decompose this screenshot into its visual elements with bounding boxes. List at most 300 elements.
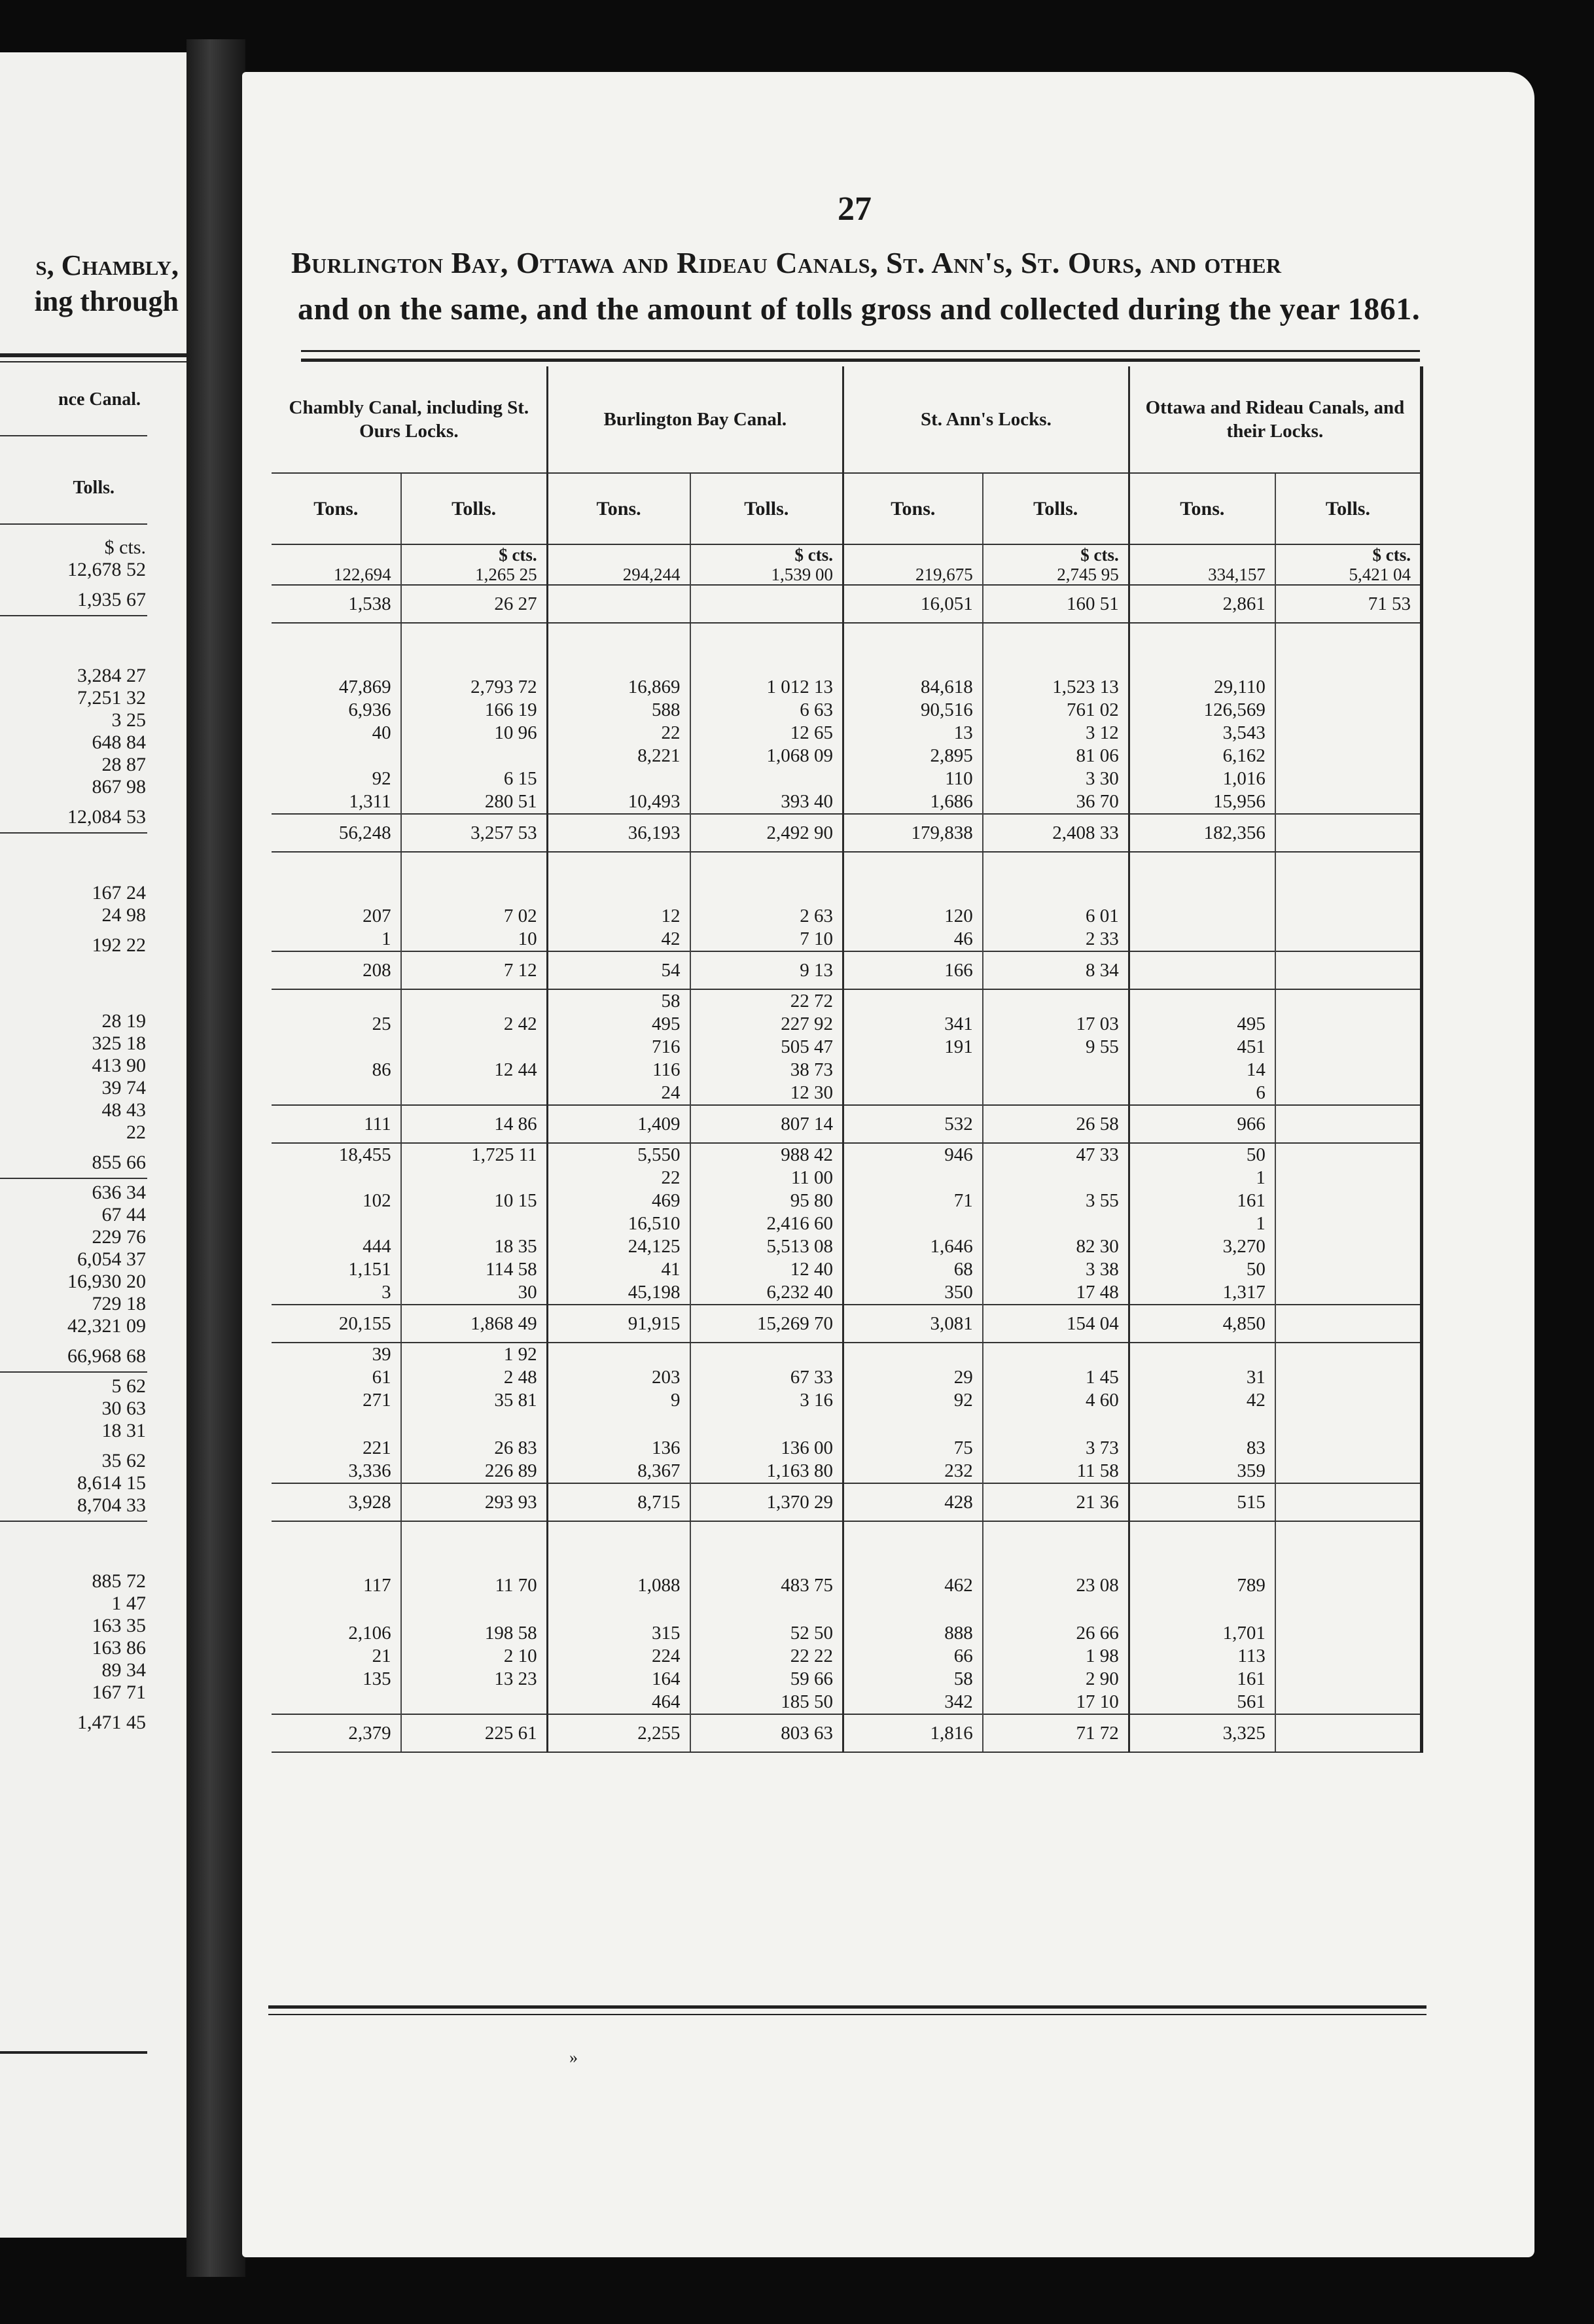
cell-ottawa-tolls <box>1275 1305 1422 1343</box>
table-total-row <box>272 1714 1422 1752</box>
cell-ottawa-tons: 29,110 <box>1129 676 1275 699</box>
left-toll-value: 30 63 <box>101 1398 146 1419</box>
cell-st-anns-tons: 58 <box>843 1668 983 1691</box>
cell-ottawa-tons <box>1129 1343 1275 1366</box>
cell-chambly-tolls: 10 <box>401 928 548 951</box>
table-row <box>272 1691 1422 1714</box>
book-gutter <box>186 39 245 2277</box>
currency-label: $ cts. <box>499 545 537 565</box>
cell-chambly-tons: 1,538 <box>272 585 401 623</box>
left-toll-value: 1 47 <box>111 1593 146 1614</box>
cell-chambly-tolls <box>401 544 548 585</box>
left-header-rule <box>0 435 147 436</box>
cell-chambly-tolls: 13 23 <box>401 1668 548 1691</box>
left-toll-value: 28 87 <box>101 754 146 775</box>
table-row <box>272 1622 1422 1645</box>
cell-burlington-tons: 91,915 <box>547 1305 690 1343</box>
cell-value: 1,539 00 <box>771 565 834 584</box>
cell-burlington-tolls: 505 47 <box>690 1036 843 1059</box>
cell-st-anns-tons: 219,675 <box>843 544 983 585</box>
cell-chambly-tolls: 293 93 <box>401 1483 548 1521</box>
left-toll-value: 39 74 <box>101 1077 146 1099</box>
table-row <box>272 699 1422 722</box>
cell-ottawa-tons: 334,157 <box>1129 544 1275 585</box>
left-toll-value: 192 22 <box>92 934 146 956</box>
cell-burlington-tons: 54 <box>547 951 690 989</box>
cell-burlington-tolls: 393 40 <box>690 790 843 814</box>
cell-st-anns-tolls: 2 33 <box>983 928 1129 951</box>
table-row <box>272 722 1422 745</box>
cell-burlington-tolls: 67 33 <box>690 1366 843 1389</box>
cell-st-anns-tolls: 160 51 <box>983 585 1129 623</box>
cell-burlington-tons: 224 <box>547 1645 690 1668</box>
cell-st-anns-tons: 92 <box>843 1389 983 1412</box>
left-toll-value: 325 18 <box>92 1032 146 1054</box>
cell-chambly-tons: 20,155 <box>272 1305 401 1343</box>
cell-burlington-tolls: 1,370 29 <box>690 1483 843 1521</box>
table-row <box>272 1574 1422 1597</box>
subheader-tons: Tons. <box>272 473 401 544</box>
table-row <box>272 1235 1422 1258</box>
cell-ottawa-tons: 2,861 <box>1129 585 1275 623</box>
cell-st-anns-tolls <box>983 1412 1129 1437</box>
cell-ottawa-tolls <box>1275 1622 1422 1645</box>
cell-st-anns-tolls: 154 04 <box>983 1305 1129 1343</box>
cell-burlington-tons: 203 <box>547 1366 690 1389</box>
cell-burlington-tons <box>547 767 690 790</box>
cell-st-anns-tolls <box>983 1212 1129 1235</box>
cell-chambly-tolls: 11 70 <box>401 1574 548 1597</box>
cell-chambly-tolls: 2 42 <box>401 1013 548 1036</box>
table-row <box>272 1437 1422 1460</box>
cell-burlington-tons: 22 <box>547 722 690 745</box>
table-body <box>272 544 1422 1752</box>
cell-chambly-tons: 92 <box>372 768 391 789</box>
cell-st-anns-tons: 2,895 <box>843 745 983 767</box>
cell-chambly-tolls: 3,257 53 <box>401 814 548 852</box>
cell-chambly-tolls <box>401 1167 548 1189</box>
cell-burlington-tons: 164 <box>547 1668 690 1691</box>
cell-ottawa-tolls: 71 53 <box>1275 585 1422 623</box>
cell-ottawa-tolls <box>1275 1389 1422 1412</box>
cell-ottawa-tons: 6 <box>1129 1082 1275 1105</box>
cell-chambly-tons <box>272 1521 401 1574</box>
left-toll-value: 89 34 <box>101 1659 146 1681</box>
left-total-rule <box>0 832 147 834</box>
cell-burlington-tons <box>547 852 690 905</box>
cell-chambly-tolls <box>401 623 548 676</box>
cell-burlington-tons <box>547 1597 690 1622</box>
cell-st-anns-tons <box>843 1167 983 1189</box>
cell-ottawa-tolls <box>1275 1645 1422 1668</box>
cell-burlington-tons: 9 <box>547 1389 690 1412</box>
cell-burlington-tons: 16,510 <box>547 1212 690 1235</box>
group-header-chambly: Chambly Canal, including St. Ours Locks. <box>272 366 547 473</box>
printer-mark: » <box>569 2048 578 2067</box>
cell-chambly-tolls: 226 89 <box>401 1460 548 1483</box>
cell-burlington-tons: 24,125 <box>547 1235 690 1258</box>
left-toll-value: 885 72 <box>92 1570 146 1592</box>
cell-burlington-tolls: 9 13 <box>690 951 843 989</box>
cell-burlington-tons: 58 <box>547 989 690 1013</box>
cell-st-anns-tolls: 23 08 <box>983 1574 1129 1597</box>
cell-burlington-tons: 469 <box>547 1189 690 1212</box>
cell-ottawa-tolls <box>1275 1036 1422 1059</box>
cell-chambly-tons <box>272 1212 401 1235</box>
subheader-tolls: Tolls. <box>1275 473 1422 544</box>
cell-ottawa-tolls <box>1275 814 1422 852</box>
cell-ottawa-tons: 359 <box>1129 1460 1275 1483</box>
left-title-fragment-1: s, Chambly, <box>35 249 179 281</box>
cell-ottawa-tons: 1 <box>1129 1212 1275 1235</box>
table-row <box>272 745 1422 767</box>
cell-ottawa-tons: 14 <box>1129 1059 1275 1082</box>
cell-chambly-tons: 208 <box>272 951 401 989</box>
cell-st-anns-tolls: 36 70 <box>983 790 1129 814</box>
cell-ottawa-tons: 1 <box>1129 1167 1275 1189</box>
cell-burlington-tons: 136 <box>547 1437 690 1460</box>
cell-burlington-tolls: 2,492 90 <box>690 814 843 852</box>
left-page-fragment <box>0 52 186 2238</box>
table-row <box>272 928 1422 951</box>
cell-st-anns-tolls: 1 45 <box>983 1366 1129 1389</box>
cell-chambly-tons <box>272 989 401 1013</box>
table-row <box>272 989 1422 1013</box>
cell-st-anns-tons <box>843 852 983 905</box>
cell-st-anns-tolls: 17 03 <box>983 1013 1129 1036</box>
left-toll-value: 729 18 <box>92 1293 146 1314</box>
cell-chambly-tolls: 12 44 <box>401 1059 548 1082</box>
cell-chambly-tolls: 14 86 <box>401 1105 548 1143</box>
cell-value: 1,265 25 <box>475 565 537 584</box>
cell-burlington-tolls: 6,232 40 <box>690 1281 843 1305</box>
cell-burlington-tolls: 2,416 60 <box>690 1212 843 1235</box>
cell-burlington-tons <box>547 1521 690 1574</box>
left-toll-value: 42,321 09 <box>67 1315 146 1337</box>
cell-ottawa-tolls <box>1275 852 1422 905</box>
cell-ottawa-tons: 182,356 <box>1129 814 1275 852</box>
cell-chambly-tolls <box>401 989 548 1013</box>
cell-st-anns-tons: 350 <box>843 1281 983 1305</box>
cell-chambly-tolls: 10 96 <box>401 722 548 745</box>
left-toll-value: 22 <box>126 1121 146 1143</box>
cell-chambly-tolls <box>401 1082 548 1105</box>
canal-statistics-table <box>272 366 1423 1753</box>
table-row <box>272 790 1422 814</box>
cell-chambly-tons: 1,311 <box>349 791 391 812</box>
table-row <box>272 1059 1422 1082</box>
cell-st-anns-tolls: 3 12 <box>983 722 1129 745</box>
cell-chambly-tons: 444 <box>363 1236 391 1257</box>
cell-st-anns-tolls: 26 58 <box>983 1105 1129 1143</box>
cell-burlington-tons: 41 <box>547 1258 690 1281</box>
cell-ottawa-tolls <box>1275 951 1422 989</box>
cell-st-anns-tons: 532 <box>843 1105 983 1143</box>
cell-ottawa-tolls <box>1275 1460 1422 1483</box>
table-total-row <box>272 1105 1422 1143</box>
cell-ottawa-tons <box>1129 623 1275 676</box>
cell-chambly-tons: 117 <box>363 1575 391 1596</box>
cell-ottawa-tolls <box>1275 1235 1422 1258</box>
cell-chambly-tons: 3,336 <box>348 1460 391 1481</box>
cell-chambly-tolls <box>401 1691 548 1714</box>
table-row <box>272 1013 1422 1036</box>
cell-chambly-tons: 2,379 <box>272 1714 401 1752</box>
cell-st-anns-tolls <box>983 1343 1129 1366</box>
cell-st-anns-tons: 46 <box>843 928 983 951</box>
cell-st-anns-tons: 66 <box>843 1645 983 1668</box>
table-row <box>272 1189 1422 1212</box>
cell-ottawa-tolls <box>1275 905 1422 928</box>
cell-ottawa-tolls <box>1275 745 1422 767</box>
cell-st-anns-tons <box>843 1597 983 1622</box>
cell-burlington-tolls: 6 63 <box>690 699 843 722</box>
cell-ottawa-tolls <box>1275 623 1422 676</box>
cell-st-anns-tons: 110 <box>843 767 983 790</box>
left-toll-value: 229 76 <box>92 1226 146 1248</box>
cell-chambly-tons <box>272 1082 401 1105</box>
cell-burlington-tolls: 38 73 <box>690 1059 843 1082</box>
table-row <box>272 1389 1422 1412</box>
left-toll-value: 1,935 67 <box>77 589 146 610</box>
cell-chambly-tons: 3 <box>381 1282 391 1303</box>
cell-st-anns-tolls: 82 30 <box>983 1235 1129 1258</box>
cell-st-anns-tolls <box>983 852 1129 905</box>
cell-ottawa-tolls <box>1275 722 1422 745</box>
cell-burlington-tolls: 52 50 <box>690 1622 843 1645</box>
currency-label: $ cts. <box>1080 545 1119 565</box>
cell-chambly-tolls: 2,793 72 <box>401 676 548 699</box>
cell-burlington-tolls: 15,269 70 <box>690 1305 843 1343</box>
currency-label: $ cts. <box>1372 545 1411 565</box>
cell-st-anns-tons: 16,051 <box>843 585 983 623</box>
cell-ottawa-tolls <box>1275 1366 1422 1389</box>
cell-ottawa-tolls <box>1275 1483 1422 1521</box>
cell-st-anns-tons: 946 <box>843 1143 983 1167</box>
left-toll-value: 24 98 <box>101 904 146 926</box>
cell-burlington-tolls <box>690 544 843 585</box>
cell-burlington-tons: 464 <box>547 1691 690 1714</box>
cell-ottawa-tons <box>1129 1412 1275 1437</box>
left-toll-value: 7,251 32 <box>77 687 146 709</box>
cell-burlington-tons: 36,193 <box>547 814 690 852</box>
cell-burlington-tolls <box>690 1412 843 1437</box>
page-number: 27 <box>838 190 872 228</box>
left-subheader-rule <box>0 523 147 525</box>
left-toll-value: 35 62 <box>101 1450 146 1471</box>
cell-chambly-tons: 25 <box>372 1013 391 1034</box>
table-total-row <box>272 585 1422 623</box>
cell-st-anns-tons: 90,516 <box>843 699 983 722</box>
cell-st-anns-tolls <box>983 623 1129 676</box>
cell-ottawa-tons: 495 <box>1129 1013 1275 1036</box>
cell-ottawa-tons: 42 <box>1129 1389 1275 1412</box>
left-total-rule <box>0 615 147 616</box>
left-toll-value: 636 34 <box>92 1182 146 1203</box>
cell-ottawa-tolls <box>1275 1105 1422 1143</box>
cell-st-anns-tons: 1,816 <box>843 1714 983 1752</box>
table-row <box>272 1036 1422 1059</box>
cell-ottawa-tons: 6,162 <box>1129 745 1275 767</box>
left-toll-value: 66,968 68 <box>67 1345 146 1367</box>
cell-burlington-tolls: 59 66 <box>690 1668 843 1691</box>
cell-chambly-tons <box>272 852 401 905</box>
cell-st-anns-tolls: 17 48 <box>983 1281 1129 1305</box>
left-toll-value: 167 71 <box>92 1681 146 1703</box>
table-row <box>272 767 1422 790</box>
cell-burlington-tolls: 2 63 <box>690 905 843 928</box>
cell-ottawa-tolls <box>1275 767 1422 790</box>
left-toll-value: $ cts. <box>104 537 146 558</box>
cell-chambly-tolls: 1,868 49 <box>401 1305 548 1343</box>
cell-st-anns-tons <box>843 1212 983 1235</box>
table-total-row <box>272 814 1422 852</box>
left-toll-value: 48 43 <box>101 1099 146 1121</box>
cell-chambly-tolls: 26 27 <box>401 585 548 623</box>
cell-ottawa-tolls <box>1275 989 1422 1013</box>
left-toll-value: 867 98 <box>92 776 146 798</box>
cell-burlington-tons: 16,869 <box>547 676 690 699</box>
cell-st-anns-tons: 120 <box>843 905 983 928</box>
cell-st-anns-tons <box>843 989 983 1013</box>
cell-chambly-tons: 56,248 <box>272 814 401 852</box>
group-header-burlington: Burlington Bay Canal. <box>547 366 843 473</box>
cell-burlington-tons: 8,715 <box>547 1483 690 1521</box>
page-heading-line-1: Burlington Bay, Ottawa and Rideau Canals, St. Ann's, St. Ours, and other <box>291 246 1282 279</box>
cell-ottawa-tons <box>1129 951 1275 989</box>
cell-st-anns-tolls <box>983 1597 1129 1622</box>
cell-burlington-tons <box>547 623 690 676</box>
cell-ottawa-tolls <box>1275 1412 1422 1437</box>
left-toll-value: 855 66 <box>92 1152 146 1173</box>
cell-burlington-tolls: 803 63 <box>690 1714 843 1752</box>
cell-burlington-tons: 24 <box>547 1082 690 1105</box>
cell-burlington-tolls <box>690 1597 843 1622</box>
subheader-tolls: Tolls. <box>401 473 548 544</box>
cell-burlington-tolls: 1 012 13 <box>690 676 843 699</box>
left-toll-value: 3 25 <box>111 709 146 731</box>
cell-ottawa-tolls <box>1275 1521 1422 1574</box>
cell-chambly-tons: 1,151 <box>348 1259 391 1280</box>
cell-burlington-tolls: 3 16 <box>690 1389 843 1412</box>
cell-chambly-tons: 122,694 <box>333 565 391 584</box>
cell-st-anns-tons <box>843 1521 983 1574</box>
table-row <box>272 1412 1422 1437</box>
heading-rule <box>301 350 1420 362</box>
cell-st-anns-tolls: 2 90 <box>983 1668 1129 1691</box>
cell-st-anns-tolls: 71 72 <box>983 1714 1129 1752</box>
table-row <box>272 1366 1422 1389</box>
cell-ottawa-tolls <box>1275 1574 1422 1597</box>
cell-burlington-tons <box>547 1343 690 1366</box>
cell-chambly-tolls: 7 02 <box>401 905 548 928</box>
table-row <box>272 1668 1422 1691</box>
table-row <box>272 852 1422 905</box>
cell-burlington-tolls: 12 65 <box>690 722 843 745</box>
left-heading-rule <box>0 353 186 362</box>
cell-st-anns-tolls <box>983 1082 1129 1105</box>
cell-burlington-tons <box>547 585 690 623</box>
left-toll-value: 5 62 <box>111 1375 146 1397</box>
cell-ottawa-tolls <box>1275 1437 1422 1460</box>
cell-chambly-tolls <box>401 1036 548 1059</box>
cell-ottawa-tolls <box>1275 790 1422 814</box>
cell-chambly-tolls: 26 83 <box>401 1437 548 1460</box>
cell-st-anns-tons: 341 <box>843 1013 983 1036</box>
cell-ottawa-tolls <box>1275 1013 1422 1036</box>
table-row <box>272 1212 1422 1235</box>
cell-chambly-tons <box>272 1036 401 1059</box>
cell-chambly-tolls: 1,725 11 <box>401 1143 548 1167</box>
cell-chambly-tolls: 166 19 <box>401 699 548 722</box>
cell-burlington-tons: 42 <box>547 928 690 951</box>
cell-chambly-tons: 135 <box>363 1668 391 1689</box>
cell-burlington-tons: 22 <box>547 1167 690 1189</box>
cell-st-anns-tons: 68 <box>843 1258 983 1281</box>
cell-chambly-tons: 1 <box>381 928 391 949</box>
table-row <box>272 544 1422 585</box>
cell-burlington-tolls: 12 40 <box>690 1258 843 1281</box>
left-toll-value: 167 24 <box>92 882 146 904</box>
cell-burlington-tolls: 7 10 <box>690 928 843 951</box>
cell-ottawa-tolls <box>1275 1143 1422 1167</box>
cell-st-anns-tolls: 47 33 <box>983 1143 1129 1167</box>
cell-burlington-tons: 8,367 <box>547 1460 690 1483</box>
cell-chambly-tons: 86 <box>372 1059 391 1080</box>
cell-burlington-tolls: 12 30 <box>690 1082 843 1105</box>
left-toll-value: 8,614 15 <box>77 1472 146 1494</box>
cell-burlington-tons: 294,244 <box>547 544 690 585</box>
cell-ottawa-tolls <box>1275 1343 1422 1366</box>
cell-st-anns-tolls: 11 58 <box>983 1460 1129 1483</box>
cell-st-anns-tolls <box>983 1167 1129 1189</box>
cell-chambly-tolls <box>401 1212 548 1235</box>
cell-burlington-tolls: 483 75 <box>690 1574 843 1597</box>
cell-chambly-tolls: 114 58 <box>401 1258 548 1281</box>
table-row <box>272 676 1422 699</box>
cell-ottawa-tons: 1,016 <box>1129 767 1275 790</box>
cell-ottawa-tolls <box>1275 1258 1422 1281</box>
cell-chambly-tolls: 1 92 <box>401 1343 548 1366</box>
cell-st-anns-tons <box>843 623 983 676</box>
right-page <box>242 72 1534 2257</box>
cell-chambly-tolls: 7 12 <box>401 951 548 989</box>
cell-ottawa-tons: 113 <box>1129 1645 1275 1668</box>
cell-st-anns-tolls: 9 55 <box>983 1036 1129 1059</box>
cell-st-anns-tons: 29 <box>843 1366 983 1389</box>
cell-ottawa-tons: 515 <box>1129 1483 1275 1521</box>
cell-burlington-tolls <box>690 1521 843 1574</box>
cell-st-anns-tons: 84,618 <box>843 676 983 699</box>
cell-st-anns-tons: 1,686 <box>843 790 983 814</box>
cell-burlington-tons: 45,198 <box>547 1281 690 1305</box>
table-row <box>272 1258 1422 1281</box>
cell-chambly-tons: 18,455 <box>338 1144 391 1165</box>
cell-burlington-tolls: 22 22 <box>690 1645 843 1668</box>
cell-st-anns-tolls: 26 66 <box>983 1622 1129 1645</box>
cell-st-anns-tons: 179,838 <box>843 814 983 852</box>
subheader-row <box>272 473 1422 544</box>
cell-ottawa-tons: 789 <box>1129 1574 1275 1597</box>
left-toll-value: 163 86 <box>92 1637 146 1659</box>
cell-burlington-tolls: 185 50 <box>690 1691 843 1714</box>
table-row <box>272 1521 1422 1574</box>
cell-chambly-tons: 21 <box>372 1646 391 1666</box>
cell-ottawa-tons: 1,317 <box>1129 1281 1275 1305</box>
cell-burlington-tolls <box>690 852 843 905</box>
cell-st-anns-tolls: 3 55 <box>983 1189 1129 1212</box>
page-heading-line-2: and on the same, and the amount of tolls gross and collected during the year 1861. <box>298 292 1421 326</box>
